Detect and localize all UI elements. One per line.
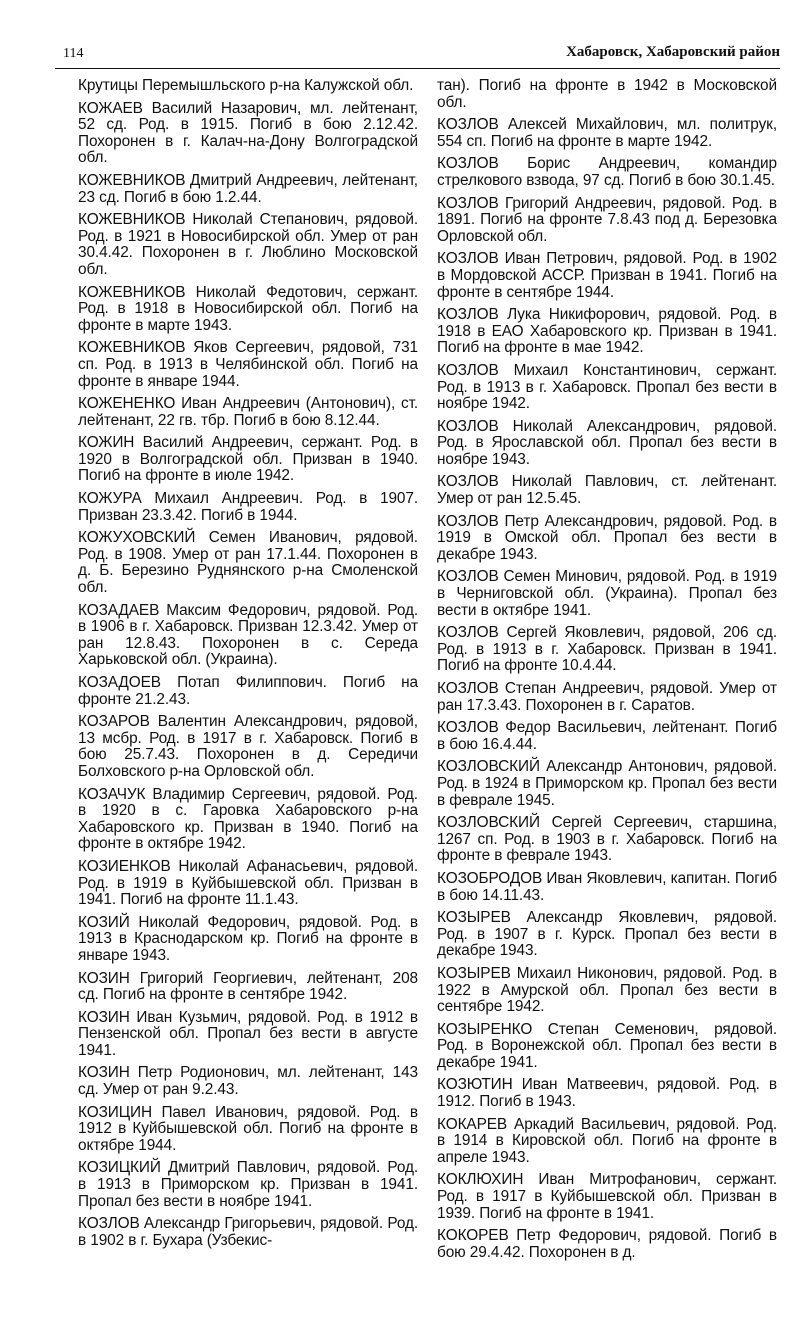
entry-paragraph: КОЗЮТИН Иван Матвеевич, рядовой. Род. в 1912. Погиб в 1943.: [437, 1076, 777, 1111]
entry-paragraph: КОЗИН Петр Родионович, мл. лейтенант, 143 сд. Умер от ран 9.2.43.: [78, 1064, 418, 1099]
entry-paragraph: КОЗЛОВ Сергей Яковлевич, рядовой, 206 сд. Род. в 1913 в г. Хабаровск. Призван в 1941. Погиб на фронте 10.4.44.: [437, 624, 777, 675]
entry-paragraph: КОКОРЕВ Петр Федорович, рядовой. Погиб в бою 29.4.42. Похоронен в д.: [437, 1227, 777, 1261]
entry-paragraph: КОЗЫРЕВ Александр Яковлевич, рядовой. Род. в 1907 в г. Курск. Пропал без вести в декабре 1943.: [437, 909, 777, 960]
entry-paragraph: КОЗЛОВ Алексей Михайлович, мл. политрук, 554 сп. Погиб на фронте в марте 1942.: [437, 116, 777, 150]
page-number: 114: [63, 46, 84, 61]
entry-paragraph: КОЖЕВНИКОВ Яков Сергеевич, рядовой, 731 сп. Род. в 1913 в Челябинской обл. Погиб на фронте в январе 1944.: [78, 339, 418, 390]
entry-paragraph: КОЗАДОЕВ Потап Филиппович. Погиб на фронте 21.2.43.: [78, 674, 418, 708]
page-header: [55, 38, 780, 66]
entry-paragraph: КОЗЛОВ Григорий Андреевич, рядовой. Род. в 1891. Погиб на фронте 7.8.43 под д. Березовка Орловской обл.: [437, 194, 777, 245]
entry-paragraph: КОЖУРА Михаил Андреевич. Род. в 1907. Призван 23.3.42. Погиб в 1944.: [78, 490, 418, 524]
entry-paragraph: КОЗАЧУК Владимир Сергеевич, рядовой. Род. в 1920 в с. Гаровка Хабаровского р-на Хабаровского кр. Призван в 1940. Погиб на фронте в октябре 1942.: [78, 785, 418, 853]
entry-paragraph: КОЗЛОВ Иван Петрович, рядовой. Род. в 1902 в Мордовской АССР. Призван в 1941. Погиб на фронте в сентябре 1944.: [437, 250, 777, 301]
entry-paragraph: КОЗЛОВСКИЙ Александр Антонович, рядовой. Род. в 1924 в Приморском кр. Пропал без вести в феврале 1945.: [437, 758, 777, 809]
entry-paragraph: тан). Погиб на фронте в 1942 в Московской обл.: [437, 77, 777, 111]
entry-paragraph: КОЗЛОВ Михаил Константинович, сержант. Род. в 1913 в г. Хабаровск. Пропал без вести в ноябре 1942.: [437, 361, 777, 413]
entry-paragraph: КОЗЛОВ Александр Григорьевич, рядовой. Род. в 1902 в г. Бухара (Узбекис-: [78, 1215, 418, 1249]
entry-paragraph: КОЗЛОВ Николай Александрович, рядовой. Род. в Ярославской обл. Пропал без вести в ноябре 1943.: [437, 417, 777, 468]
entry-paragraph: КОЗЛОВСКИЙ Сергей Сергеевич, старшина, 1267 сп. Род. в 1903 в г. Хабаровск. Погиб на фронте в феврале 1943.: [437, 814, 777, 865]
entry-paragraph: КОЗАДАЕВ Максим Федорович, рядовой. Род. в 1906 в г. Хабаровск. Призван 12.3.42. Умер от ран 12.8.43. Похоронен в с. Середа Харьковской обл. (Украина).: [78, 601, 418, 669]
entry-paragraph: КОЗЛОВ Борис Андреевич, командир стрелкового взвода, 97 сд. Погиб в бою 30.1.45.: [437, 155, 777, 189]
entry-paragraph: КОЗИЦИН Павел Иванович, рядовой. Род. в 1912 в Куйбышевской обл. Погиб на фронте в октябре 1944.: [78, 1103, 418, 1154]
entry-paragraph: Крутицы Перемышльского р-на Калужской обл.: [78, 77, 414, 94]
entry-paragraph: КОЗОБРОДОВ Иван Яковлевич, капитан. Погиб в бою 14.11.43.: [437, 869, 777, 904]
entry-paragraph: КОЗИЕНКОВ Николай Афанасьевич, рядовой. Род. в 1919 в Куйбышевской обл. Призван в 1941. Погиб на фронте 11.1.43.: [78, 857, 418, 909]
entry-paragraph: КОЗИН Григорий Георгиевич, лейтенант, 208 сд. Погиб на фронте в сентябре 1942.: [78, 969, 418, 1004]
entry-paragraph: КОЖЕВНИКОВ Дмитрий Андреевич, лейтенант, 23 сд. Погиб в бою 1.2.44.: [78, 171, 418, 206]
entry-paragraph: КОКЛЮХИН Иван Митрофанович, сержант. Род. в 1917 в Куйбышевской обл. Призван в 1939. Погиб на фронте в 1941.: [437, 1171, 777, 1222]
entry-paragraph: КОЗЛОВ Николай Павлович, ст. лейтенант. Умер от ран 12.5.45.: [437, 473, 777, 508]
entry-paragraph: КОЗЛОВ Федор Васильевич, лейтенант. Погиб в бою 16.4.44.: [437, 719, 777, 753]
entry-paragraph: КОЗЛОВ Лука Никифорович, рядовой. Род. в 1918 в ЕАО Хабаровского кр. Призван в 1941. Погиб на фронте в мае 1942.: [437, 306, 777, 357]
entry-paragraph: КОЗИЙ Николай Федорович, рядовой. Род. в 1913 в Краснодарском кр. Погиб на фронте в январе 1943.: [78, 913, 418, 964]
entry-paragraph: КОЖЕВНИКОВ Николай Федотович, сержант. Род. в 1918 в Новосибирской обл. Погиб на фронте в марте 1943.: [78, 283, 418, 334]
entry-paragraph: КОЗЫРЕВ Михаил Никонович, рядовой. Род. в 1922 в Амурской обл. Пропал без вести в сентябре 1942.: [437, 964, 777, 1016]
entry-paragraph: КОЖЕНЕНКО Иван Андреевич (Антонович), ст. лейтенант, 22 гв. тбр. Погиб в бою 8.12.44.: [78, 395, 418, 429]
entry-paragraph: КОЗЛОВ Семен Минович, рядовой. Род. в 1919 в Черниговской обл. (Украина). Пропал без вести в октябре 1941.: [437, 568, 777, 619]
entry-paragraph: КОЖУХОВСКИЙ Семен Иванович, рядовой. Род. в 1908. Умер от ран 17.1.44. Похоронен в д. Б. Березино Руднянского р-на Смоленской обл.: [78, 529, 418, 597]
entry-paragraph: КОЗЛОВ Петр Александрович, рядовой. Род. в 1919 в Омской обл. Пропал без вести в декабре 1943.: [437, 512, 777, 563]
entry-paragraph: КОЖИН Василий Андреевич, сержант. Род. в 1920 в Волгоградской обл. Призван в 1940. Погиб на фронте в июле 1942.: [78, 434, 418, 485]
entry-paragraph: КОКАРЕВ Аркадий Васильевич, рядовой. Род. в 1914 в Кировской обл. Погиб на фронте в апреле 1943.: [437, 1115, 777, 1166]
running-head: Хабаровск, Хабаровский район: [566, 44, 780, 60]
entry-paragraph: КОЗИЦКИЙ Дмитрий Павлович, рядовой. Род. в 1913 в Приморском кр. Призван в 1941. Пропал без вести в ноябре 1941.: [78, 1159, 418, 1210]
entry-paragraph: КОЗЫРЕНКО Степан Семенович, рядовой. Род. в Воронежской обл. Пропал без вести в декабре 1941.: [437, 1020, 777, 1071]
entry-paragraph: КОЖАЕВ Василий Назарович, мл. лейтенант, 52 сд. Род. в 1915. Погиб в бою 2.12.42. Похоронен в г. Калач-на-Дону Волгоградской обл.: [78, 99, 418, 167]
entry-paragraph: КОЗАРОВ Валентин Александрович, рядовой, 13 мсбр. Род. в 1917 в г. Хабаровск. Погиб в бою 25.7.43. Похоронен в д. Середичи Болховского р-на Орловской обл.: [78, 713, 418, 780]
right-column: [437, 78, 777, 1267]
entry-paragraph: КОЗИН Иван Кузьмич, рядовой. Род. в 1912 в Пензенской обл. Пропал без вести в августе 1941.: [78, 1008, 418, 1059]
left-column: [78, 78, 418, 1255]
entry-paragraph: КОЖЕВНИКОВ Николай Степанович, рядовой. Род. в 1921 в Новосибирской обл. Умер от ран 30.4.42. Похоронен в г. Люблино Московской обл.: [78, 211, 418, 278]
header-rule: [55, 68, 780, 69]
entry-paragraph: КОЗЛОВ Степан Андреевич, рядовой. Умер от ран 17.3.43. Похоронен в г. Саратов.: [437, 680, 777, 714]
